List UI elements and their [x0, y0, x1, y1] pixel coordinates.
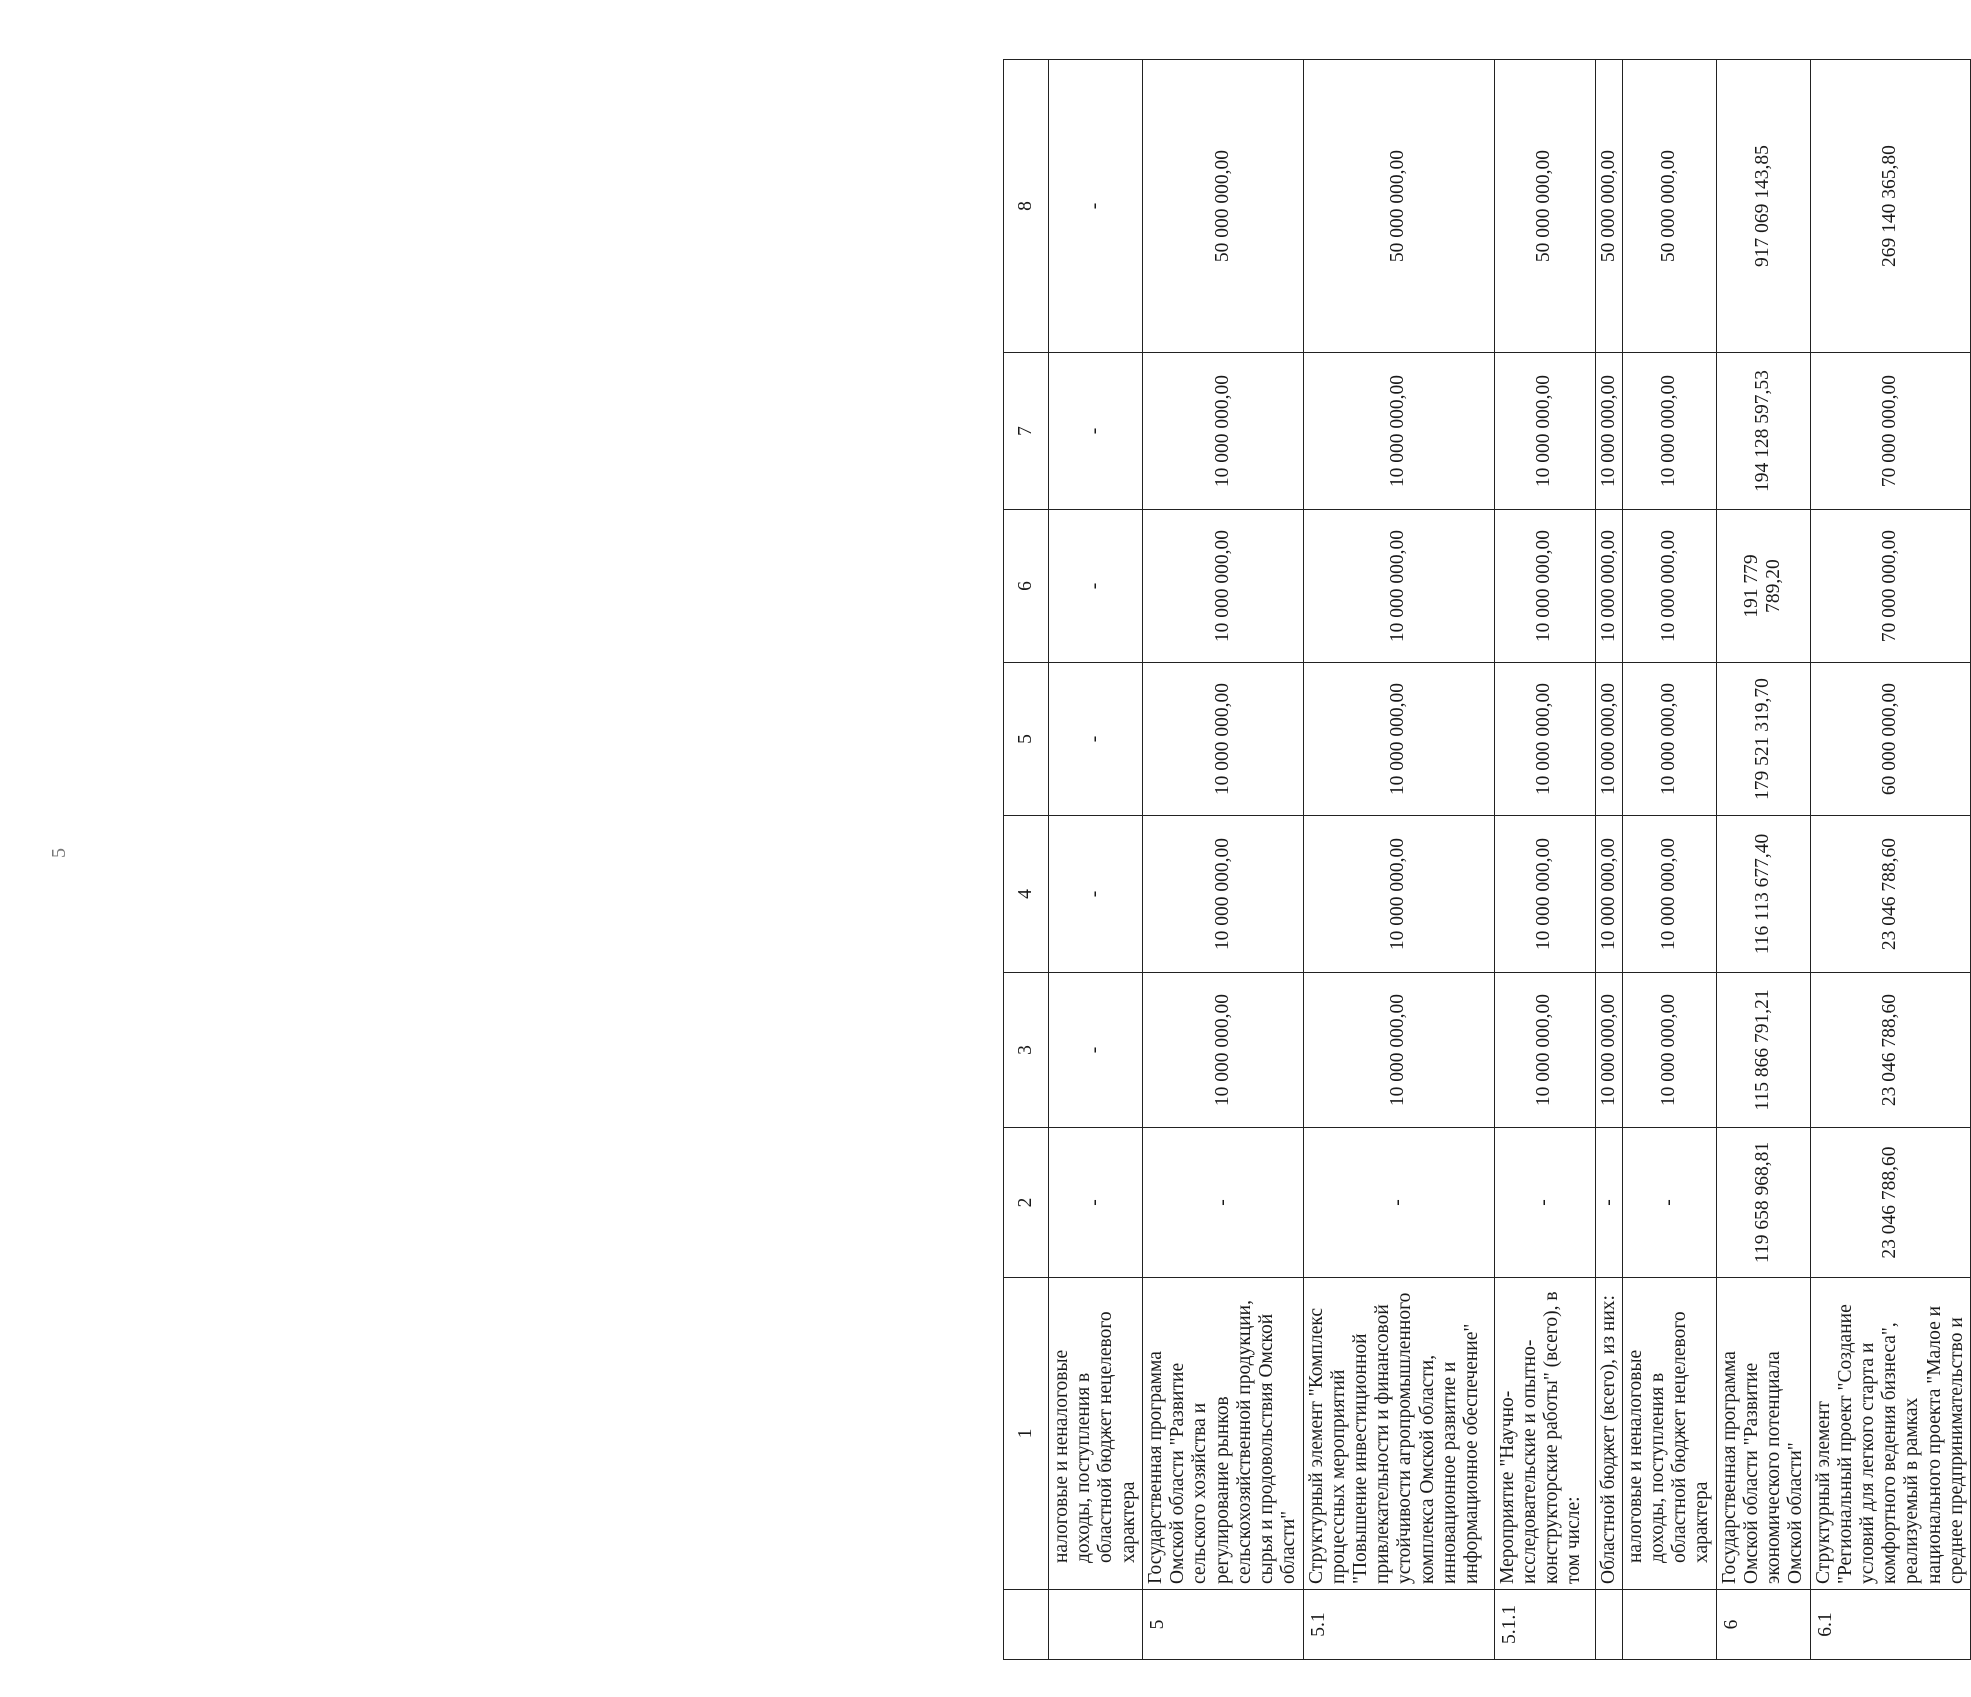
value-cell: 10 000 000,00 [1494, 973, 1595, 1128]
value-cell: 10 000 000,00 [1143, 816, 1304, 973]
value-cell: 10 000 000,00 [1595, 816, 1622, 973]
row-name: Областной бюджет (всего), из них: [1595, 1278, 1622, 1590]
value-cell: 10 000 000,00 [1622, 973, 1716, 1128]
table-row [1494, 60, 1595, 1660]
value-cell: 10 000 000,00 [1595, 510, 1622, 663]
value-cell: 70 000 000,00 [1810, 510, 1971, 663]
row-name: Мероприятие "Научно-исследовательские и опытно-конструкторские работы" (всего), в том числе: [1494, 1278, 1595, 1590]
header-cell: 6 [1004, 510, 1049, 663]
value-cell: 179 521 319,70 [1716, 663, 1810, 816]
value-cell: 23 046 788,60 [1810, 816, 1971, 973]
value-cell: 50 000 000,00 [1494, 60, 1595, 353]
row-name: Государственная программа Омской области "Развитие экономического потенциала Омской области" [1716, 1278, 1810, 1590]
row-name: налоговые и неналоговые доходы, поступления в областной бюджет нецелевого характера [1622, 1278, 1716, 1590]
table-row [1810, 60, 1971, 1660]
value-cell: 10 000 000,00 [1595, 973, 1622, 1128]
value-cell: 116 113 677,40 [1716, 816, 1810, 973]
value-cell: - [1622, 1128, 1716, 1278]
value-cell: 115 866 791,21 [1716, 973, 1810, 1128]
header-cell: 3 [1004, 973, 1049, 1128]
value-cell: 23 046 788,60 [1810, 1128, 1971, 1278]
value-cell: 119 658 968,81 [1716, 1128, 1810, 1278]
header-cell: 4 [1004, 816, 1049, 973]
row-number: 6.1 [1810, 1590, 1971, 1660]
header-cell: 8 [1004, 60, 1049, 353]
value-cell: - [1143, 1128, 1304, 1278]
value-cell: - [1049, 510, 1143, 663]
row-name: Государственная программа Омской области "Развитие сельского хозяйства и регулирование рынков сельскохозяйственной продукции, сырья и продовольствия Омской области" [1143, 1278, 1304, 1590]
rotated-table-wrapper [1003, 60, 1967, 1660]
value-cell: 50 000 000,00 [1622, 60, 1716, 353]
table-row [1143, 60, 1304, 1660]
row-number: 5 [1143, 1590, 1304, 1660]
row-name: Структурный элемент "Комплекс процессных мероприятий "Повышение инвестиционной привлекательности и финансовой устойчивости агропромышленного комплекса Омской области, инновационное развитие и информационное обеспечение" [1303, 1278, 1494, 1590]
row-number: 6 [1716, 1590, 1810, 1660]
table-row [1049, 60, 1143, 1660]
value-cell: 10 000 000,00 [1494, 353, 1595, 510]
table-row [1303, 60, 1494, 1660]
value-cell: 10 000 000,00 [1143, 353, 1304, 510]
value-cell: 10 000 000,00 [1303, 663, 1494, 816]
value-cell: 10 000 000,00 [1303, 353, 1494, 510]
value-cell: 10 000 000,00 [1622, 353, 1716, 510]
page-number: 5 [48, 848, 70, 858]
value-cell: - [1049, 973, 1143, 1128]
value-cell: - [1049, 60, 1143, 353]
value-cell: 50 000 000,00 [1143, 60, 1304, 353]
value-cell: 194 128 597,53 [1716, 353, 1810, 510]
value-cell: - [1049, 1128, 1143, 1278]
value-cell: - [1303, 1128, 1494, 1278]
row-name: налоговые и неналоговые доходы, поступления в областной бюджет нецелевого характера [1049, 1278, 1143, 1590]
row-name: Структурный элемент "Региональный проект "Создание условий для легкого старта и комфортного ведения бизнеса", реализуемый в рамках национального проекта "Малое и среднее предпринимательство и [1810, 1278, 1971, 1590]
value-cell: 70 000 000,00 [1810, 353, 1971, 510]
header-cell [1004, 1590, 1049, 1660]
value-cell: 191 779 789,20 [1716, 510, 1810, 663]
table-row [1595, 60, 1622, 1660]
value-cell: - [1049, 663, 1143, 816]
value-cell: 917 069 143,85 [1716, 60, 1810, 353]
budget-table [1003, 59, 1971, 1660]
value-cell: 10 000 000,00 [1303, 973, 1494, 1128]
value-cell: 10 000 000,00 [1303, 510, 1494, 663]
header-row [1004, 60, 1049, 1660]
value-cell: 50 000 000,00 [1595, 60, 1622, 353]
table-row [1716, 60, 1810, 1660]
value-cell: 50 000 000,00 [1303, 60, 1494, 353]
value-cell: 10 000 000,00 [1622, 510, 1716, 663]
row-number [1595, 1590, 1622, 1660]
value-cell: 10 000 000,00 [1143, 510, 1304, 663]
value-cell: - [1049, 353, 1143, 510]
row-number [1622, 1590, 1716, 1660]
value-cell: - [1494, 1128, 1595, 1278]
value-cell: 60 000 000,00 [1810, 663, 1971, 816]
value-cell: 10 000 000,00 [1494, 816, 1595, 973]
value-cell: 10 000 000,00 [1595, 663, 1622, 816]
value-cell: 10 000 000,00 [1622, 816, 1716, 973]
value-cell: - [1049, 816, 1143, 973]
value-cell: 10 000 000,00 [1622, 663, 1716, 816]
header-cell: 7 [1004, 353, 1049, 510]
row-number [1049, 1590, 1143, 1660]
header-cell: 1 [1004, 1278, 1049, 1590]
value-cell: 10 000 000,00 [1494, 510, 1595, 663]
value-cell: 10 000 000,00 [1303, 816, 1494, 973]
row-number: 5.1.1 [1494, 1590, 1595, 1660]
value-cell: 10 000 000,00 [1143, 973, 1304, 1128]
value-cell: 10 000 000,00 [1595, 353, 1622, 510]
header-cell: 5 [1004, 663, 1049, 816]
value-cell: 269 140 365,80 [1810, 60, 1971, 353]
value-cell: 23 046 788,60 [1810, 973, 1971, 1128]
table-row [1622, 60, 1716, 1660]
value-cell: 10 000 000,00 [1143, 663, 1304, 816]
value-cell: - [1595, 1128, 1622, 1278]
header-cell: 2 [1004, 1128, 1049, 1278]
value-cell: 10 000 000,00 [1494, 663, 1595, 816]
row-number: 5.1 [1303, 1590, 1494, 1660]
